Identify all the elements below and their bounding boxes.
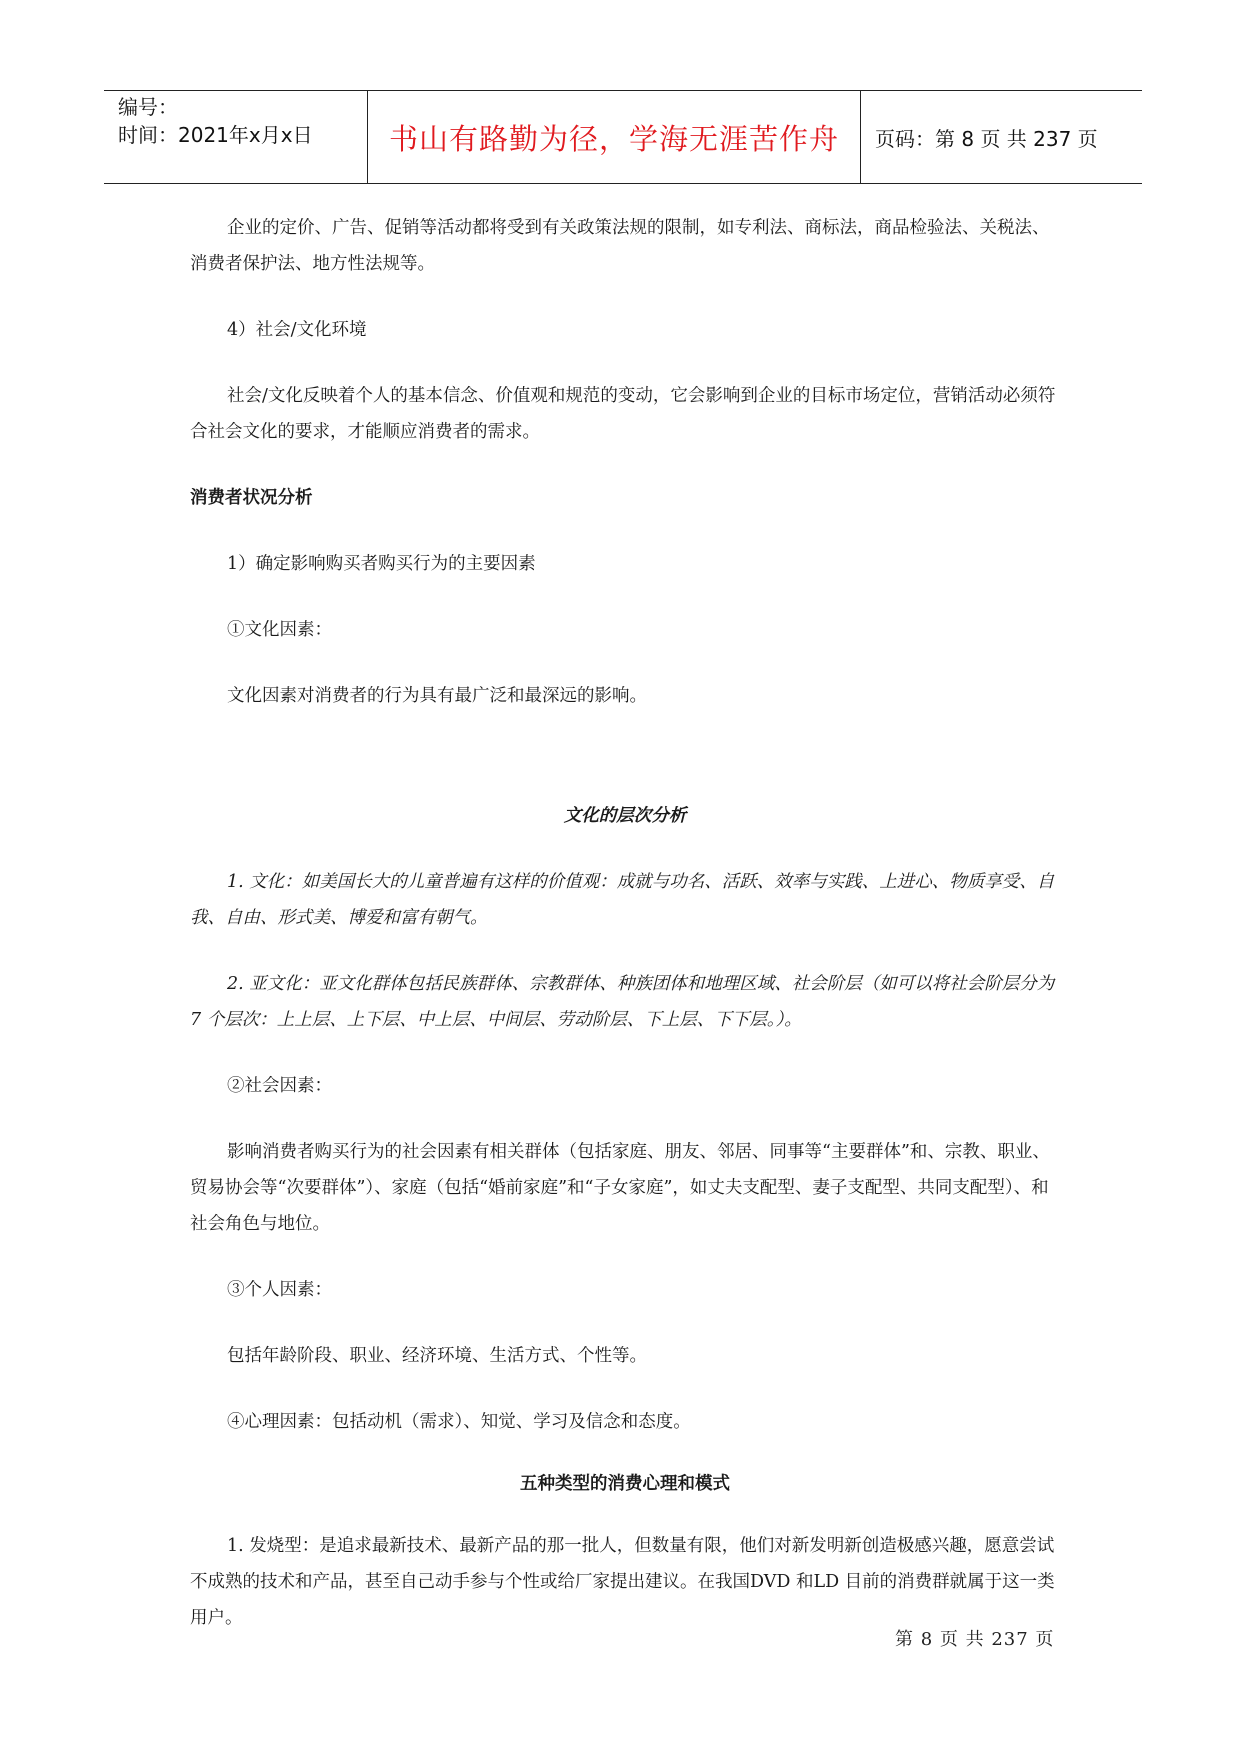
header-motto: 书山有路勤为径，学海无涯苦作舟 (388, 121, 839, 156)
header-motto-cell (368, 91, 861, 183)
subsection-label: 1）确定影响购买者购买行为的主要因素 (227, 554, 536, 574)
section-heading: 五种类型的消费心理和模式 (520, 1474, 730, 1494)
subsection-label: 4）社会/文化环境 (227, 320, 367, 340)
section-heading: 消费者状况分析 (190, 488, 313, 508)
paragraph: 2. 亚文化：亚文化群体包括民族群体、宗教群体、种族团体和地理区域、社会阶层（如可以将社会阶层分为7 个层次：上上层、上下层、中上层、中间层、劳动阶层、下上层、下下层。）。 (190, 974, 1055, 1030)
document-body (190, 210, 1060, 1636)
paragraph: 文化因素对消费者的行为具有最广泛和最深远的影响。 (227, 686, 647, 706)
document-time-label: 时间：2021年x月x日 (118, 123, 313, 147)
paragraph: 1. 发烧型：是追求最新技术、最新产品的那一批人，但数量有限，他们对新发明新创造极感兴趣，愿意尝试不成熟的技术和产品，甚至自己动手参与个性或给厂家提出建议。在我国DVD 和LD 目前的消费群就属于这一类用户。 (190, 1536, 1055, 1628)
header-page-info: 页码：第 8 页 共 237 页 (875, 126, 1098, 151)
paragraph: 企业的定价、广告、促销等活动都将受到有关政策法规的限制，如专利法、商标法，商品检验法、关税法、消费者保护法、地方性法规等。 (190, 218, 1050, 274)
page-footer: 第 8 页 共 237 页 (895, 1629, 1055, 1650)
subsection-label: ②社会因素： (227, 1076, 332, 1096)
document-number-label: 编号： (118, 95, 178, 119)
paragraph: 社会/文化反映着个人的基本信念、价值观和规范的变动，它会影响到企业的目标市场定位，营销活动必须符合社会文化的要求，才能顺应消费者的需求。 (190, 386, 1056, 442)
subsection-label: ③个人因素： (227, 1280, 332, 1300)
paragraph: 影响消费者购买行为的社会因素有相关群体（包括家庭、朋友、邻居、同事等“主要群体”和、宗教、职业、贸易协会等“次要群体”）、家庭（包括“婚前家庭”和“子女家庭”，如丈夫支配型、妻子支配型、共同支配型）、和社会角色与地位。 (190, 1142, 1050, 1234)
paragraph: 包括年龄阶段、职业、经济环境、生活方式、个性等。 (227, 1346, 647, 1366)
page-header (104, 90, 1142, 184)
header-meta (104, 91, 368, 183)
paragraph: 1. 文化：如美国长大的儿童普遍有这样的价值观：成就与功名、活跃、效率与实践、上进心、物质享受、自我、自由、形式美、博爱和富有朝气。 (190, 872, 1055, 928)
section-heading: 文化的层次分析 (563, 806, 687, 826)
subsection-label: ①文化因素： (227, 620, 332, 640)
paragraph: ④心理因素：包括动机（需求）、知觉、学习及信念和态度。 (227, 1412, 691, 1432)
